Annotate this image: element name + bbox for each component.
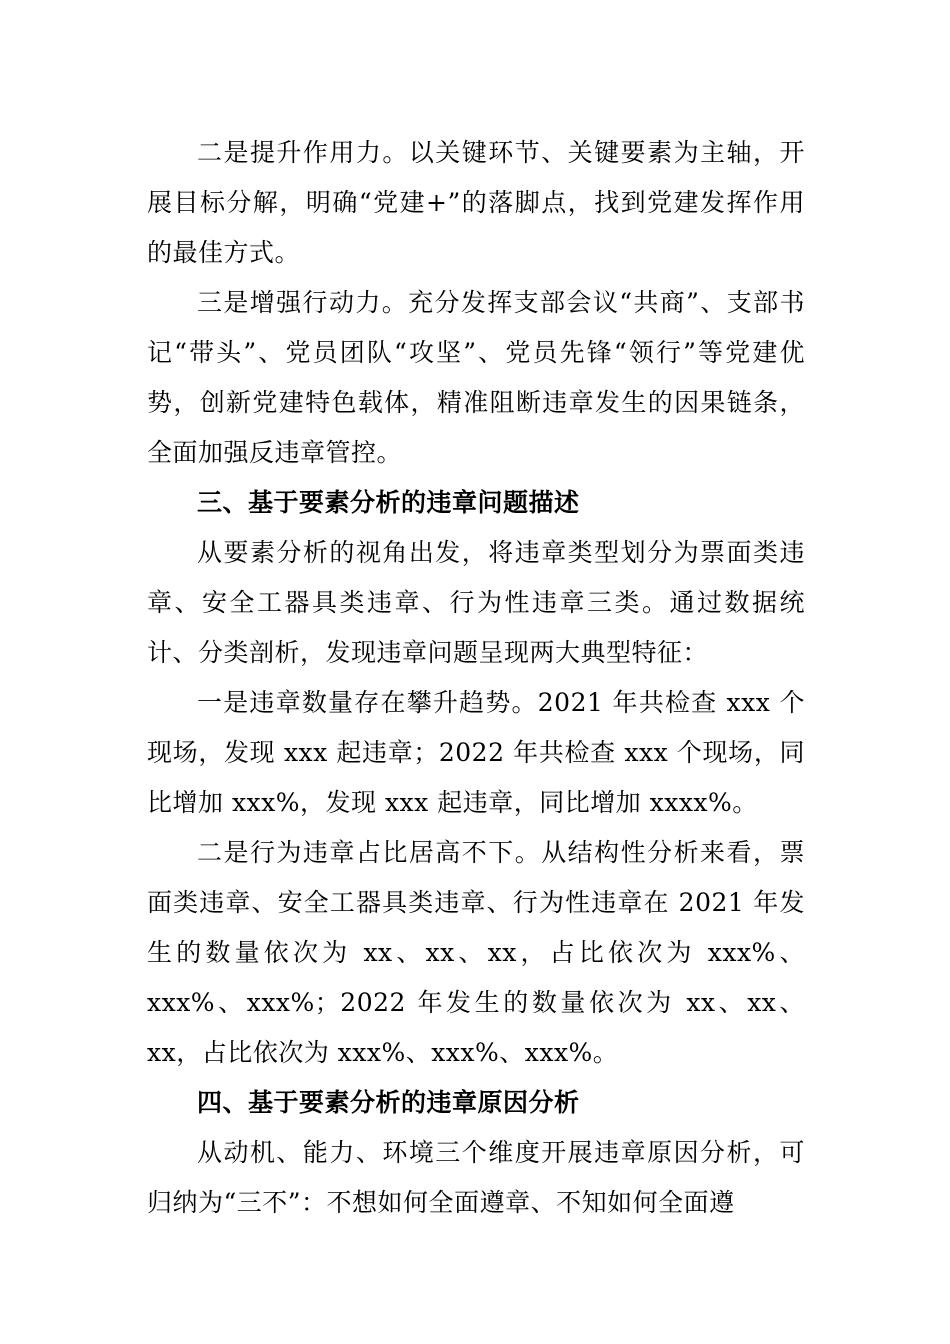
paragraph-behavior-violation-ratio: 二是行为违章占比居高不下。从结构性分析来看，票面类违章、安全工器具类违章、行为性违章在 2021 年发生的数量依次为 xx、xx、xx，占比依次为 xxx%、xxx%、xxx%；2022 年发生的数量依次为 xx、xx、xx，占比依次为 xxx%、xxx%、xxx%。 <box>147 838 805 1067</box>
document-page <box>147 128 805 1228</box>
paragraph-strengthen-action: 三是增强行动力。充分发挥支部会议“共商”、支部书记“带头”、党员团队“攻坚”、党员先锋“领行”等党建优势，创新党建特色载体，精准阻断违章发生的因果链条，全面加强反违章管控。 <box>147 288 805 467</box>
paragraph-violation-trend: 一是违章数量存在攀升趋势。2021 年共检查 xxx 个现场，发现 xxx 起违章；2022 年共检查 xxx 个现场，同比增加 xxx%，发现 xxx 起违章，同比增加 xxxx%。 <box>147 688 805 817</box>
paragraph-violation-types: 从要素分析的视角出发，将违章类型划分为票面类违章、安全工器具类违章、行为性违章三类。通过数据统计、分类剖析，发现违章问题呈现两大典型特征： <box>147 538 805 667</box>
paragraph-enhance-effect: 二是提升作用力。以关键环节、关键要素为主轴，开展目标分解，明确“党建+”的落脚点，找到党建发挥作用的最佳方式。 <box>147 138 805 267</box>
paragraph-cause-analysis: 从动机、能力、环境三个维度开展违章原因分析，可归纳为“三不”：不想如何全面遵章、不知如何全面遵 <box>147 1138 805 1217</box>
section-heading-violation-cause: 四、基于要素分析的违章原因分析 <box>197 1088 580 1117</box>
section-heading-violation-description: 三、基于要素分析的违章问题描述 <box>197 488 580 517</box>
